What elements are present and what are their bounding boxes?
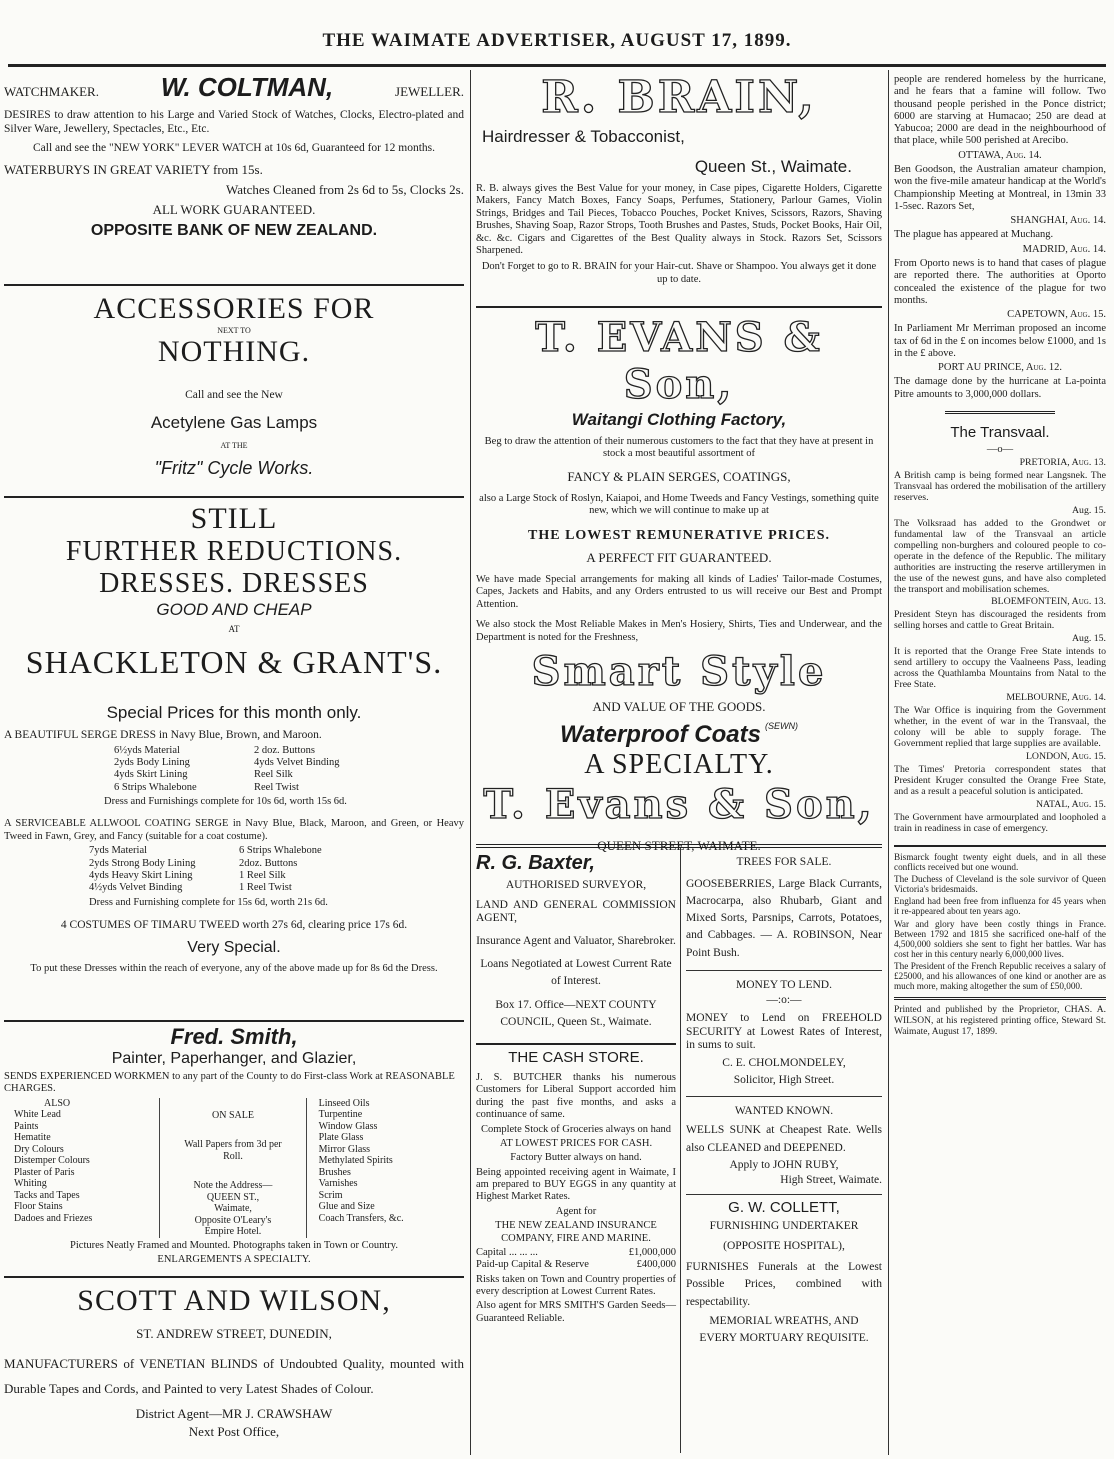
cash-capital: £1,000,000: [628, 1246, 676, 1258]
misc-item: Bismarck fought twenty eight duels, and in all these conflicts received but one wound.: [894, 851, 1106, 872]
printed-by: Printed and published by the Proprietor, CHAS. A. WILSON, at his registered printing office, Steward St. Waimate, August 17, 1899.: [894, 1005, 1106, 1038]
evans-stock: We also stock the Most Reliable Makes in Men's Hosiery, Shirts, Ties and Underwear, and the Department is noted for the Freshness,: [476, 619, 882, 643]
smith-right-item: Mirror Glass: [318, 1143, 371, 1155]
news-item: [894, 244, 1106, 307]
misc-item: The President of the French Republic receives a salary of £25000, and his allowances of one kind or another are as much more, making altogether the sum of £50,000.: [894, 960, 1106, 992]
baxter-ad: [476, 852, 676, 1031]
scott-street: ST. ANDREW STREET, DUNEDIN,: [136, 1326, 332, 1341]
coating-intro: A SERVICEABLE ALLWOOL COATING SERGE in Navy Blue, Black, Maroon, and Green, or Heavy Tweed in Fawn, Grey, and Fancy (suitable for a coat costume).: [4, 818, 464, 842]
trees-title: TREES FOR SALE.: [736, 856, 832, 868]
smith-right-item: Linseed Oils: [318, 1097, 370, 1109]
masthead-rule: [8, 64, 1106, 67]
trees-ad: [686, 856, 882, 962]
coltman-address: OPPOSITE BANK OF NEW ZEALAND.: [90, 222, 378, 240]
brain-street: Queen St., Waimate.: [694, 157, 852, 176]
brain-forget: Don't Forget to go to R. BRAIN for your Hair-cut. Shave or Shampoo. You always get it done up to date.: [481, 261, 877, 285]
smith-list-left: [4, 1098, 159, 1238]
transvaal-dateline: MELBOURNE, Aug. 14.: [1006, 692, 1106, 704]
money-text: MONEY to Lend on FREEHOLD SECURITY at Lowest Rates of Interest, in sums to suit.: [686, 1011, 882, 1052]
printed-rule: [894, 997, 1106, 1000]
smith-right-item: Scrim: [318, 1189, 343, 1201]
transvaal-item: [894, 752, 1106, 798]
accessories-call: Call and see the New: [185, 389, 283, 401]
cash-paid: £400,000: [636, 1259, 676, 1271]
transvaal-dateline: PRETORIA, Aug. 13.: [1019, 456, 1106, 468]
evans-intro: Beg to draw the attention of their numerous customers to the fact that they have at present in stock a most beautiful assortment of: [484, 436, 874, 460]
smith-intro: SENDS EXPERIENCED WORKMEN to any part of the County to do First-class Work at REASONABLE CHARGES.: [4, 1071, 455, 1095]
collett-trade: FURNISHING UNDERTAKER: [709, 1219, 859, 1232]
shackleton-further: FURTHER REDUCTIONS.: [65, 536, 403, 567]
collett-text: FURNISHES Funerals at the Lowest Possible Prices, combined with respectability.: [686, 1261, 882, 1308]
shackleton-still: STILL: [190, 502, 278, 535]
collett-ad: [686, 1194, 882, 1346]
news-intro: people are rendered homeless by the hurricane, and he fears that a famine will follow. Two thousand people perished in the Ponce district; 6000 are starving at Humacao; 250 are dead at Yabucoa; 2000 are dead in the neighbourhood of that place, while 500 perished at Arecibo.: [894, 74, 1106, 147]
serge-item: Reel Twist: [254, 781, 299, 793]
brain-ad: [476, 72, 882, 288]
smith-mid-item: ON SALE: [212, 1109, 254, 1121]
transvaal-dateline: LONDON, Aug. 15.: [1025, 751, 1106, 763]
scott-desc: MANUFACTURERS of VENETIAN BLINDS of Undoubted Quality, mounted with Durable Tapes and Cords, and Painted to very Latest Shades of Colour.: [4, 1356, 464, 1396]
news-text: Ben Goodson, the Australian amateur champion, won the five-mile amateur handicap at the World's Championship Meeting at Montreal, in 13min 33 1-5sec. Razors Set,: [894, 163, 1106, 212]
cash-thanks: J. S. BUTCHER thanks his numerous Customers for Liberal Support accorded him during the past five months, and asks a continuance of same.: [476, 1072, 676, 1121]
smith-left-item: Plaster of Paris: [14, 1166, 75, 1178]
smith-enlarge: ENLARGEMENTS A SPECIALTY.: [157, 1254, 311, 1266]
cash-stock: Complete Stock of Groceries always on hand: [480, 1123, 672, 1135]
accessories-line1: ACCESSORIES FOR: [93, 292, 375, 325]
coating-item: 7yds Material: [89, 845, 148, 857]
misc-items: [894, 852, 1106, 991]
column-divider-2: [888, 70, 889, 1455]
wanted-ad: [686, 1096, 882, 1188]
serge-item: 6 Strips Whalebone: [114, 781, 197, 793]
collett-every: EVERY MORTUARY REQUISITE.: [699, 1332, 869, 1345]
smith-right-item: Glue and Size: [318, 1201, 375, 1213]
smith-left-item: Tacks and Tapes: [14, 1189, 80, 1201]
baxter-land: LAND AND GENERAL COMMISSION AGENT,: [476, 898, 676, 925]
coating-item: 4yds Heavy Skirt Lining: [89, 869, 193, 881]
baxter-name: R. G. Baxter,: [476, 852, 595, 874]
collett-name: G. W. COLLETT,: [728, 1198, 840, 1216]
transvaal-item: [894, 597, 1106, 632]
transvaal-title: The Transvaal.: [950, 424, 1050, 442]
brain-desc: R. B. always gives the Best Value for your money, in Case pipes, Cigarette Holders, Cigarette Makers, Fancy Match Boxes, Fancy Soaps, Perfumes, Stationery, Parlour Games, Violin Strings, Bridges and Tail Pieces, Tobacco Pouches, Pocket Knives, Scissors, Razors, Shaving Brushes, Shaving Soap, Razor Strops, Tooth Brushes and Pastes, Studs, Pocket Books, Hair Oil, &c. &c. Cigars and Cigarettes of the Best Quality always in Stock. Razors Set, Scissors Sharpened.: [476, 183, 882, 256]
smith-left-item: Distemper Colours: [14, 1155, 90, 1167]
misc-rule: [894, 845, 1106, 847]
serge-total: Dress and Furnishings complete for 10s 6d, worth 15s 6d.: [104, 796, 347, 808]
smith-mid-item: QUEEN ST.,: [206, 1191, 260, 1203]
coltman-name: W. COLTMAN,: [160, 72, 334, 102]
money-title: MONEY TO LEND.: [736, 978, 832, 991]
coltman-ad: [4, 72, 464, 242]
brain-name: R. BRAIN,: [541, 72, 817, 123]
accessories-next-to: NEXT TO: [217, 326, 251, 335]
news-item: [894, 309, 1106, 360]
evans-name: T. EVANS & Son,: [535, 314, 823, 408]
smith-name: Fred. Smith,: [170, 1024, 298, 1049]
smith-trade: Painter, Paperhanger, and Glazier,: [111, 1050, 357, 1067]
coltman-cleaned: Watches Cleaned from 2s 6d to 5s, Clocks 2s.: [226, 181, 464, 197]
coating-item: 2yds Strong Body Lining: [89, 857, 196, 869]
serge-items: [114, 745, 464, 795]
smith-also: ALSO: [44, 1097, 71, 1109]
transvaal-text: President Steyn has discouraged the residents from selling horses and cattle to Great Britain.: [894, 609, 1106, 632]
coating-item: 2doz. Buttons: [239, 857, 298, 869]
evans-also: also a Large Stock of Roslyn, Kaiapoi, and Home Tweeds and Fancy Vestings, something quite new, which we will continue to make up at: [479, 493, 879, 517]
coating-item: 1 Reel Silk: [239, 869, 286, 881]
news-dateline: PORT AU PRINCE, Aug. 12.: [938, 362, 1062, 374]
smith-right-item: Turpentine: [318, 1109, 363, 1121]
transvaal-text: A British camp is being formed near Langsnek. The Transvaal has ordered the mobilisation of the artillery reserves.: [894, 469, 1106, 503]
smith-left-item: Paints: [14, 1120, 39, 1132]
collett-opp: (OPPOSITE HOSPITAL),: [723, 1239, 845, 1252]
smith-right-item: Methylated Spirits: [318, 1155, 393, 1167]
scott-office: Next Post Office,: [188, 1423, 280, 1439]
smith-right-item: Brushes: [318, 1166, 351, 1178]
shackleton-dresses: DRESSES. DRESSES: [99, 568, 369, 599]
evans-smart: Smart Style: [531, 647, 827, 695]
misc-item: War and glory have been costly things in France. Between 1792 and 1815 she sacrificed one-half of the 4,500,000 soldiers she sent to fight her battles. War has cost her in this century nearly 6,000,000 lives.: [894, 918, 1106, 959]
middle-sub-left: [476, 852, 676, 1327]
cash-company: THE NEW ZEALAND INSURANCE COMPANY, FIRE AND MARINE.: [495, 1220, 657, 1244]
news-item: [894, 150, 1106, 213]
transvaal-sep: —o—: [986, 443, 1014, 455]
transvaal-item: [894, 506, 1106, 596]
smith-left-item: White Lead: [14, 1109, 61, 1121]
transvaal-text: The Times' Pretoria correspondent states that President Kruger consulted the Orange Free State, and as a result a peaceful solution is anticipated.: [894, 764, 1106, 797]
cash-risks: Risks taken on Town and Country properties of every description at Lowest Current Rates.: [476, 1273, 676, 1298]
smith-left-item: Whiting: [14, 1178, 47, 1190]
smith-mid-item: Wall Papers from 3d per Roll.: [184, 1139, 282, 1162]
money-name: C. E. CHOLMONDELEY,: [722, 1056, 846, 1069]
news-dateline: CAPETOWN, Aug. 15.: [1007, 309, 1106, 321]
smith-right-item: Varnishes: [318, 1178, 358, 1190]
accessories-at-the: AT THE: [220, 440, 248, 450]
transvaal-text: The Government have armourplated and loopholed a train in readiness in case of emergency.: [894, 811, 1106, 834]
evans-name2: T. Evans & Son,: [483, 781, 875, 829]
evans-specialty: A SPECIALTY.: [584, 749, 774, 781]
wanted-text: WELLS SUNK at Cheapest Rate. Wells also CLEANED and DEEPENED.: [686, 1124, 882, 1154]
smith-list-mid: [159, 1098, 306, 1238]
smith-left-item: Hematite: [14, 1132, 51, 1144]
smith-right-item: Coach Transfers, &c.: [318, 1212, 404, 1224]
evans-lowest: THE LOWEST REMUNERATIVE PRICES.: [528, 527, 830, 543]
baxter-insurance: Insurance Agent and Valuator, Sharebroker.: [476, 934, 676, 947]
coltman-call: Call and see the "NEW YORK" LEVER WATCH at 10s 6d, Guaranteed for 12 months.: [32, 142, 436, 155]
shackleton-name: SHACKLETON & GRANT'S.: [25, 644, 443, 680]
wanted-apply: Apply to JOHN RUBY,: [729, 1158, 839, 1171]
collett-wreaths: MEMORIAL WREATHS, AND: [709, 1314, 859, 1327]
evans-serges: FANCY & PLAIN SERGES, COATINGS,: [567, 468, 791, 484]
coltman-guaranteed: ALL WORK GUARANTEED.: [152, 202, 316, 218]
transvaal-item: [894, 458, 1106, 504]
evans-sewn: (SEWN): [764, 721, 798, 732]
baxter-role: AUTHORISED SURVEYOR,: [505, 879, 647, 891]
transvaal-item: [894, 800, 1106, 835]
serge-intro: A BEAUTIFUL SERGE DRESS in Navy Blue, Brown, and Maroon.: [4, 729, 322, 741]
shackleton-at: AT: [228, 624, 240, 634]
column-left: [4, 72, 464, 1457]
accessories-ad: [4, 284, 464, 479]
serge-item: Reel Silk: [254, 769, 293, 781]
brain-trade: Hairdresser & Tobacconist,: [482, 127, 685, 146]
scott-wilson-ad: [4, 1276, 464, 1442]
coating-item: 1 Reel Twist: [239, 882, 292, 894]
news-text: The plague has appeared at Muchang.: [894, 229, 1054, 241]
news-dateline: SHANGHAI, Aug. 14.: [1010, 215, 1106, 227]
cash-also: Also agent for MRS SMITH'S Garden Seeds—Guaranteed Reliable.: [476, 1300, 676, 1324]
baxter-box: Box 17. Office—NEXT COUNTY COUNCIL, Queen St., Waimate.: [495, 998, 657, 1028]
baxter-loans: Loans Negotiated at Lowest Current Rate of Interest.: [480, 958, 672, 988]
serge-item: 2 doz. Buttons: [254, 744, 315, 756]
smith-mid-item: Empire Hotel.: [204, 1226, 262, 1238]
transvaal-dateline: NATAL, Aug. 15.: [1035, 798, 1106, 810]
news-item: [894, 215, 1106, 242]
evans-waterproof: Waterproof Coats: [560, 721, 761, 749]
smith-right-item: Plate Glass: [318, 1132, 364, 1144]
cash-agent-for: Agent for: [555, 1205, 597, 1217]
shackleton-ad: [4, 496, 464, 977]
accessories-line2: NOTHING.: [157, 335, 311, 368]
transvaal-dateline: Aug. 15.: [1071, 633, 1106, 645]
smith-mid-item: Opposite O'Leary's: [194, 1214, 272, 1226]
cash-store-ad: [476, 1043, 676, 1325]
cash-butter: Factory Butter always on hand.: [510, 1152, 642, 1164]
evans-factory: Waitangi Clothing Factory,: [571, 410, 787, 429]
coltman-desc: DESIRES to draw attention to his Large and Varied Stock of Watches, Clocks, Electro-plated and Silver Ware, Jewellery, Spectacles, Etc., Etc.: [4, 109, 464, 135]
money-sep: —:o:—: [766, 994, 802, 1007]
money-ad: [686, 970, 882, 1088]
smith-ad: [4, 1020, 464, 1269]
smith-right-item: Window Glass: [318, 1120, 378, 1132]
shackleton-special: Special Prices for this month only.: [106, 703, 362, 722]
coltman-waterburys: WATERBURYS IN GREAT VARIETY from 15s.: [4, 161, 263, 177]
wanted-title: WANTED KNOWN.: [734, 1104, 834, 1117]
smith-mid-item: Note the Address—: [193, 1180, 273, 1192]
transvaal-text: The War Office is inquiring from the Government whether, in the event of war in the Transvaal, the colony will be able to supply forage. The Government replied that large supplies are available.: [894, 705, 1106, 750]
transvaal-dateline: BLOEMFONTEIN, Aug. 13.: [991, 596, 1106, 608]
smith-left-item: Floor Stains: [14, 1201, 63, 1213]
smith-pictures: Pictures Neatly Framed and Mounted. Photographs taken in Town or Country.: [70, 1239, 398, 1251]
smith-left-item: Dadoes and Friezes: [14, 1212, 93, 1224]
smith-list-right: [307, 1098, 464, 1238]
serge-item: 6½yds Material: [114, 744, 180, 756]
trees-text: GOOSEBERRIES, Large Black Currants, Macrocarpa, also Rhubarb, Giant and Mixed Sorts, Parsnips, Carrots, Potatoes, and Cabbages. — A. ROBINSON, Near Point Bush.: [686, 877, 882, 959]
evans-arrangements: We have made Special arrangements for making all kinds of Ladies' Tailor-made Costumes, Capes, Jackets and Habits, and any Orders entrusted to us will receive our Best and Prompt Attention.: [476, 574, 882, 610]
middle-separator: [476, 844, 882, 848]
transvaal-item: [894, 634, 1106, 691]
scott-name: SCOTT AND WILSON,: [77, 1284, 391, 1317]
cash-agent: Being appointed receiving agent in Waimate, I am prepared to BUY EGGS in any quantity at Highest Market Rates.: [476, 1166, 676, 1203]
news-dateline: OTTAWA, Aug. 14.: [958, 149, 1042, 161]
cash-paid-label: Paid-up Capital & Reserve: [476, 1259, 589, 1271]
news-text: From Oporto news is to hand that cases of plague are reported there. The authorities at Oporto concealed the existence of the plague for two months.: [894, 257, 1106, 306]
serge-item: 4yds Skirt Lining: [114, 769, 188, 781]
shackleton-good: GOOD AND CHEAP: [156, 600, 312, 619]
news-text: In Parliament Mr Merriman proposed an income tax of 6d in the £ on incomes below £1000, and 1s in the £ above.: [894, 323, 1106, 359]
serge-item: 2yds Body Lining: [114, 756, 190, 768]
misc-item: England had been free from influenza for 45 years when it re-appeared about ten years ago.: [894, 896, 1106, 917]
column-middle: [476, 72, 882, 1457]
smith-mid-item: Waimate,: [214, 1203, 252, 1215]
very-special: Very Special.: [187, 938, 281, 956]
news-item: [894, 362, 1106, 401]
coltman-trade-right: JEWELLER.: [395, 84, 464, 99]
coating-total: Dress and Furnishing complete for 15s 6d, worth 21s 6d.: [89, 896, 328, 908]
accessories-works: "Fritz" Cycle Works.: [154, 457, 314, 478]
transvaal-text: The Volksraad has added to the Grondwet or fundamental law of the Transvaal an article compelling non-burghers and coloured people to co-operate in the defence of the Republic. The military authorities are instructing the reserve artillerymen in the use of the newest guns, and have also completed the transport and mobilisation schemes.: [894, 517, 1106, 595]
masthead: THE WAIMATE ADVERTISER, AUGUST 17, 1899.: [322, 30, 792, 51]
money-role: Solicitor, High Street.: [733, 1074, 835, 1087]
coating-item: 4½yds Velvet Binding: [89, 882, 183, 894]
news-dateline: MADRID, Aug. 14.: [1022, 243, 1106, 255]
evans-value: AND VALUE OF THE GOODS.: [592, 698, 766, 714]
coating-items: [89, 845, 464, 895]
middle-sub-right: [686, 854, 882, 1348]
column-right: [894, 72, 1106, 1457]
evans-ad: [476, 306, 882, 856]
cash-capital-label: Capital ... ... ...: [476, 1246, 538, 1258]
smith-left-item: Dry Colours: [14, 1143, 64, 1155]
wanted-street: High Street, Waimate.: [780, 1174, 882, 1187]
cash-title: THE CASH STORE.: [508, 1049, 644, 1067]
misc-item: The Duchess of Cleveland is the sole survivor of Queen Victoria's bridesmaids.: [894, 874, 1106, 895]
transvaal-item: [894, 693, 1106, 750]
transvaal-rule: [945, 411, 1055, 414]
reach: To put these Dresses within the reach of everyone, any of the above made up for 8s 6d the Dress.: [30, 962, 438, 974]
transvaal-dateline: Aug. 15.: [1071, 504, 1106, 516]
coating-item: 6 Strips Whalebone: [239, 845, 322, 857]
scott-agent: District Agent—MR J. CRAWSHAW: [135, 1405, 333, 1421]
cash-prices: AT LOWEST PRICES FOR CASH.: [499, 1137, 653, 1149]
coltman-trade-left: WATCHMAKER.: [4, 84, 99, 99]
accessories-lamps: Acetylene Gas Lamps: [150, 412, 318, 432]
costumes: 4 COSTUMES OF TIMARU TWEED worth 27s 6d, clearing price 17s 6d.: [60, 919, 408, 932]
evans-street: QUEEN STREET, WAIMATE.: [597, 838, 761, 854]
evans-fit: A PERFECT FIT GUARANTEED.: [586, 549, 772, 565]
middle-sub-divider: [680, 848, 681, 1453]
serge-item: 4yds Velvet Binding: [254, 756, 340, 768]
transvaal-text: It is reported that the Orange Free State intends to send artillery to occupy the Vaalneens Pass, leading across the Quathlamba Mountains from Natal to the Free State.: [894, 646, 1106, 691]
news-text: The damage done by the hurricane at La-pointa Pitre amounts to 3,000,000 dollars.: [894, 376, 1106, 400]
column-divider-1: [470, 70, 471, 1455]
